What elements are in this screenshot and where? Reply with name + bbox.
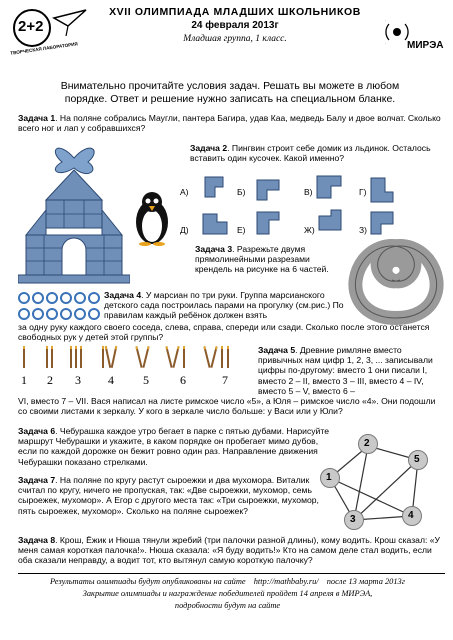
task-2 <box>190 143 445 163</box>
footer-line-3: подробности будут на сайте <box>174 601 281 610</box>
task-8-text: . Крош, Ёжик и Нюша тянули жребий (три палочки разной длины), кому водить. Крош сказал: «У меня самая короткая палочка!». Нюша сказала: «Я буду водить!» Кто на самом деле стал водить, если оба сказали неправду, а водит тот, кто вытянул самую короткую палочку? <box>18 535 440 566</box>
option-zh-label: Ж) <box>304 225 315 235</box>
footer-divider <box>18 573 445 574</box>
roman-number-7: 7 <box>222 373 228 387</box>
roman-number-5: 5 <box>143 373 149 387</box>
option-b-label: Б) <box>237 187 246 197</box>
oak-number-2: 2 <box>364 438 370 449</box>
option-z-label: З) <box>359 225 367 235</box>
option-e-label: Е) <box>237 225 246 235</box>
martian-pairs-illustration <box>18 292 100 326</box>
group-label: Младшая группа, 1 класс. <box>183 34 287 44</box>
option-d-label: Д) <box>180 225 189 235</box>
task-3 <box>195 244 343 275</box>
task-4-text-top: . У марсиан по три руки. Группа марсианского детского сада построилась парами на прогулку (см.рис.) По правилам каждый ребёнок должен взять <box>104 290 344 321</box>
page-title: XVII ОЛИМПИАДА МЛАДШИХ ШКОЛЬНИКОВ <box>109 6 361 18</box>
footer-site-link[interactable]: http://mathbaby.ru/ <box>253 577 319 586</box>
roman-number-4: 4 <box>108 373 114 387</box>
footer-results-text: Результаты олимпиады будут опубликованы на сайте <box>49 577 246 586</box>
right-logo <box>385 12 447 56</box>
task-2-label: Задача 2 <box>190 143 228 153</box>
pretzel-icon <box>346 234 446 326</box>
oak-number-3: 3 <box>350 514 356 525</box>
task-8 <box>18 535 445 566</box>
roman-number-3: 3 <box>75 373 81 387</box>
oak-number-1: 1 <box>326 472 332 483</box>
oak-number-4: 4 <box>408 510 414 521</box>
logo-big-text: 2+2 <box>18 18 44 35</box>
task-5-top <box>258 345 445 396</box>
task-1 <box>18 113 443 133</box>
task-2-text: . Пингвин строит себе домик из льдинок. Осталось вставить один кусочек. Какой именно? <box>190 143 431 164</box>
mirea-logo-text: МИРЭА <box>407 40 444 51</box>
task-7-label: Задача 7 <box>18 475 56 485</box>
option-v-label: В) <box>304 187 313 197</box>
penguin-icon <box>132 190 172 246</box>
task-6-label: Задача 6 <box>18 426 56 436</box>
option-g-label: Г) <box>359 187 367 197</box>
ice-house-illustration <box>18 140 130 285</box>
task-6 <box>18 426 338 467</box>
task-4-bottom: за одну руку каждого своего соседа, слева, справа, спереди или сзади. Сколько после этого останется свободных рук у детей этой группы? <box>18 322 430 343</box>
task-4-top <box>104 290 346 321</box>
task-7-text: . На поляне по кругу растут сыроежки и два мухомора. Виталик считал по кругу, ничего не пропуская, так: «Две сыроежки, мухомор, семь сыроежек, мухомор». А Егор с другого места так: «Три сыроежки, мухомор, пять сыроежек, мухомор». Сколько на поляне сыроежек? <box>18 475 319 516</box>
task-7 <box>18 475 333 516</box>
intro-text: Внимательно прочитайте условия задач. Решать вы можете в любом порядке. Ответ и решение нужно записать на специальном бланке. <box>60 80 400 105</box>
task-1-label: Задача 1 <box>18 113 56 123</box>
task-3-label: Задача 3 <box>195 244 233 254</box>
roman-number-1: 1 <box>21 373 27 387</box>
footer-date-text: после 13 марта 2013г <box>326 577 405 586</box>
task-8-label: Задача 8 <box>18 535 56 545</box>
roman-number-2: 2 <box>47 373 53 387</box>
footer-line-1 <box>10 577 445 587</box>
task-5-text-top: . Древние римляне вместо привычных нам цифр 1, 2, 3, ... записывали цифры по-другому: вместо 1 они писали I, вместо 2 – II, вместо 3 – III, вместо 4 – IV, вместо 5 – V, вместо 6 – <box>258 345 433 396</box>
penguin-illustration <box>132 190 172 246</box>
task-3-text: . Разрежьте двумя прямолинейными разрезами крендель на рисунке на 6 частей. <box>195 244 329 275</box>
olympiad-date: 24 февраля 2013г <box>191 20 279 31</box>
oak-route-diagram <box>318 430 446 530</box>
logo-ring-text: ТВОРЧЕСКАЯ ЛАБОРАТОРИЯ <box>9 41 79 56</box>
task-5-bottom: VI, вместо 7 – VII. Вася написал на листе римское число «5», а Юля – римское число «4». Они подошли со своими листами к зеркалу. У кого в зеркале число больше: у Васи или у Юли? <box>18 396 436 417</box>
option-a-label: А) <box>180 187 189 197</box>
task-6-text: . Чебурашка каждое утро бегает в парке с пятью дубами. Нарисуйте маршрут Чебурашки и укажите, в каком порядке он пробегает мимо дубов, если по каждой дорожке он бежит ровно один раз. Направление движения Чебурашки показано стрелками. <box>18 426 329 467</box>
task-4-label: Задача 4 <box>104 290 142 300</box>
left-logo <box>8 6 88 56</box>
task-1-text: . На поляне собрались Маугли, пантера Багира, удав Каа, медведь Балу и двое волчат. Сколько всего ног и лап у собравшихся? <box>18 113 441 134</box>
footer-line-2: Закрытие олимпиады и награждение победителей пройдет 14 апреля в МИРЭА, <box>82 589 373 598</box>
roman-number-6: 6 <box>180 373 186 387</box>
task-5-label: Задача 5 <box>258 345 296 355</box>
oak-number-5: 5 <box>414 454 420 465</box>
ice-house-icon <box>18 140 130 285</box>
